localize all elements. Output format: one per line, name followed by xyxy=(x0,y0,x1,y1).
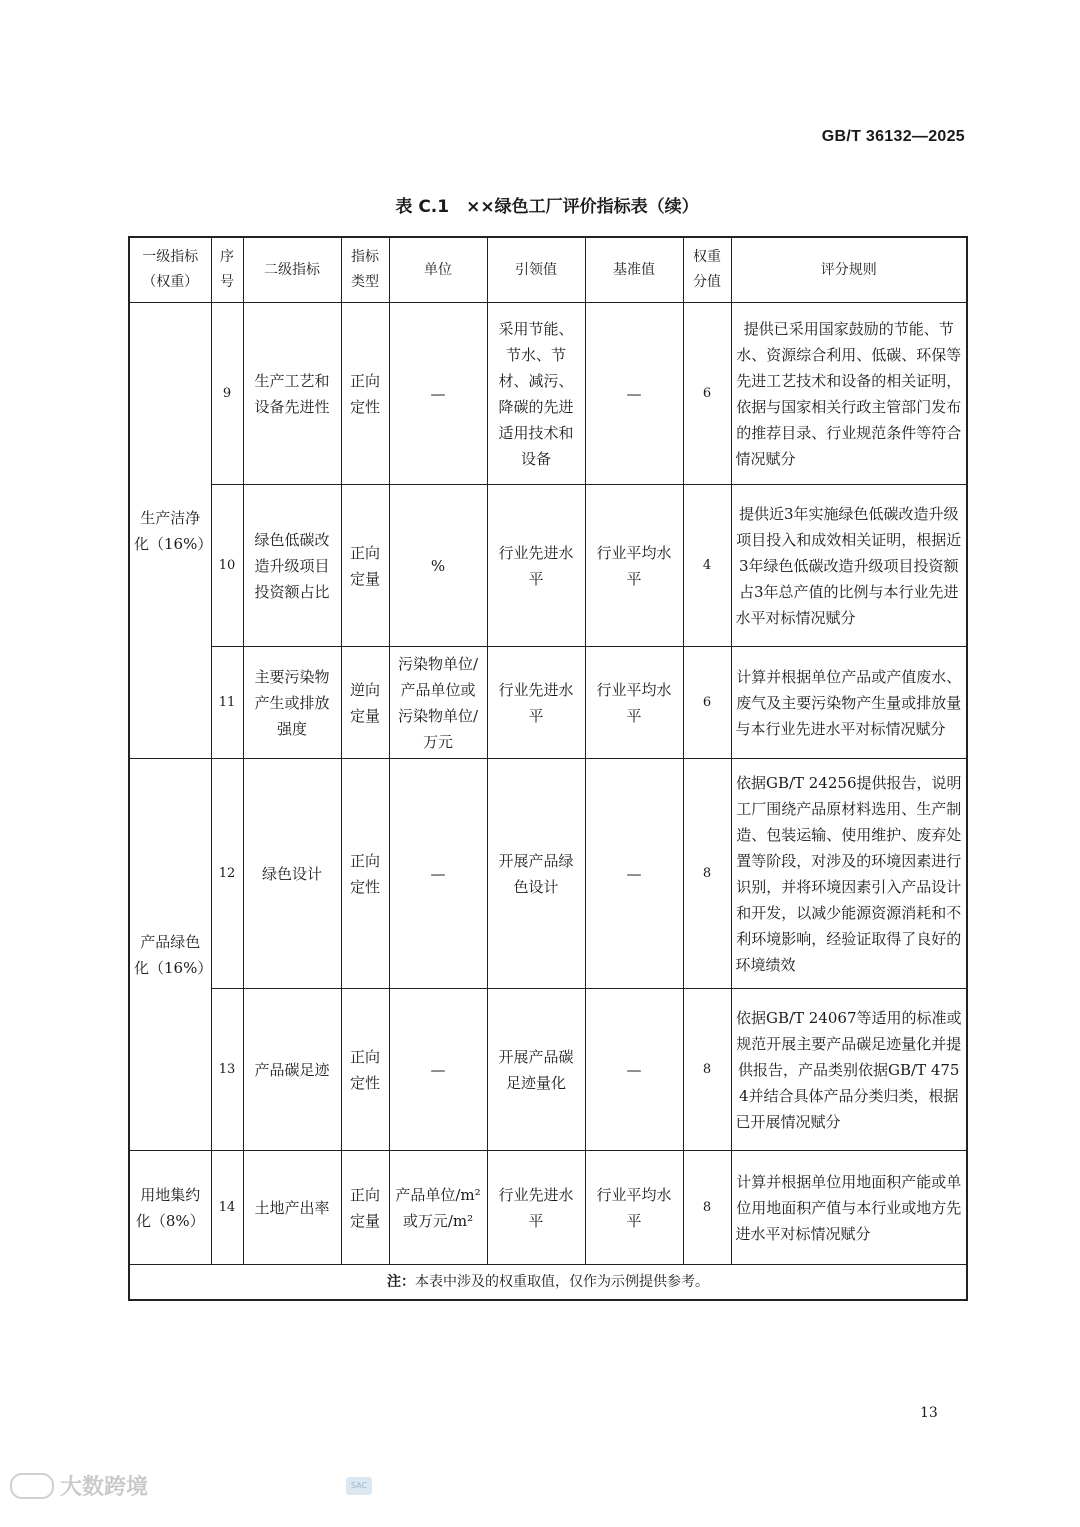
table-row xyxy=(129,647,967,759)
header-weight: 权重分值 xyxy=(683,237,731,303)
weight-cell: 8 xyxy=(683,989,731,1151)
table-note-row xyxy=(129,1265,967,1301)
note-label: 注： xyxy=(387,1274,415,1290)
unit-cell: % xyxy=(389,485,487,647)
page-number: 13 xyxy=(920,1405,938,1421)
level2-cell: 生产工艺和设备先进性 xyxy=(243,303,341,485)
watermark-logo-icon xyxy=(10,1473,54,1499)
leading-value-cell: 行业先进水平 xyxy=(487,485,585,647)
unit-cell: — xyxy=(389,759,487,989)
table-row xyxy=(129,1151,967,1265)
header-seq: 序号 xyxy=(211,237,243,303)
rules-cell: 计算并根据单位产品或产值废水、废气及主要污染物产生量或排放量与本行业先进水平对标情况赋分 xyxy=(731,647,967,759)
table-row xyxy=(129,485,967,647)
baseline-value-cell: — xyxy=(585,759,683,989)
level2-cell: 主要污染物产生或排放强度 xyxy=(243,647,341,759)
sac-logo-icon: SAC xyxy=(346,1477,372,1495)
baseline-value-cell: 行业平均水平 xyxy=(585,647,683,759)
weight-cell: 8 xyxy=(683,759,731,989)
table-row xyxy=(129,759,967,989)
seq-cell: 11 xyxy=(211,647,243,759)
table-row xyxy=(129,989,967,1151)
note-text: 本表中涉及的权重取值，仅作为示例提供参考。 xyxy=(415,1274,709,1290)
watermark xyxy=(10,1470,148,1501)
weight-cell: 4 xyxy=(683,485,731,647)
seq-cell: 14 xyxy=(211,1151,243,1265)
leading-value-cell: 开展产品绿色设计 xyxy=(487,759,585,989)
baseline-value-cell: 行业平均水平 xyxy=(585,1151,683,1265)
header-level2: 二级指标 xyxy=(243,237,341,303)
group-level1-cell: 用地集约化（8%） xyxy=(129,1151,211,1265)
level2-cell: 土地产出率 xyxy=(243,1151,341,1265)
seq-cell: 12 xyxy=(211,759,243,989)
leading-value-cell: 行业先进水平 xyxy=(487,647,585,759)
seq-cell: 10 xyxy=(211,485,243,647)
header-level1: 一级指标（权重） xyxy=(129,237,211,303)
header-unit: 单位 xyxy=(389,237,487,303)
rules-cell: 依据GB/T 24256提供报告，说明工厂围绕产品原材料选用、生产制造、包装运输、使用维护、废弃处置等阶段，对涉及的环境因素进行识别，并将环境因素引入产品设计和开发，以减少能源资源消耗和不利环境影响，经验证取得了良好的环境绩效 xyxy=(731,759,967,989)
type-cell: 正向定性 xyxy=(341,759,389,989)
table-note xyxy=(129,1265,967,1301)
group-level1-cell: 产品绿色化（16%） xyxy=(129,759,211,1151)
group-level1-cell: 生产洁净化（16%） xyxy=(129,303,211,759)
unit-cell: 产品单位/m² 或万元/m² xyxy=(389,1151,487,1265)
rules-cell: 提供已采用国家鼓励的节能、节水、资源综合利用、低碳、环保等先进工艺技术和设备的相关证明，依据与国家相关行政主管部门发布的推荐目录、行业规范条件等符合情况赋分 xyxy=(731,303,967,485)
baseline-value-cell: — xyxy=(585,303,683,485)
rules-cell: 提供近3年实施绿色低碳改造升级项目投入和成效相关证明，根据近3年绿色低碳改造升级项目投资额占3年总产值的比例与本行业先进水平对标情况赋分 xyxy=(731,485,967,647)
type-cell: 正向定量 xyxy=(341,1151,389,1265)
header-baseline: 基准值 xyxy=(585,237,683,303)
header-rules: 评分规则 xyxy=(731,237,967,303)
watermark-text: 大数跨境 xyxy=(60,1475,149,1500)
baseline-value-cell: 行业平均水平 xyxy=(585,485,683,647)
type-cell: 正向定性 xyxy=(341,989,389,1151)
rules-cell: 计算并根据单位用地面积产能或单位用地面积产值与本行业或地方先进水平对标情况赋分 xyxy=(731,1151,967,1265)
leading-value-cell: 采用节能、节水、节材、减污、降碳的先进适用技术和设备 xyxy=(487,303,585,485)
unit-cell: — xyxy=(389,989,487,1151)
baseline-value-cell: — xyxy=(585,989,683,1151)
unit-cell: 污染物单位/产品单位或污染物单位/万元 xyxy=(389,647,487,759)
seq-cell: 9 xyxy=(211,303,243,485)
level2-cell: 绿色设计 xyxy=(243,759,341,989)
standard-code: GB/T 36132—2025 xyxy=(821,128,965,145)
seq-cell: 13 xyxy=(211,989,243,1151)
rules-cell: 依据GB/T 24067等适用的标准或规范开展主要产品碳足迹量化并提供报告，产品类别依据GB/T 4754并结合具体产品分类归类，根据已开展情况赋分 xyxy=(731,989,967,1151)
level2-cell: 产品碳足迹 xyxy=(243,989,341,1151)
table-caption: 表 C.1 ××绿色工厂评价指标表（续） xyxy=(395,197,699,217)
table-header-row xyxy=(129,237,967,303)
leading-value-cell: 开展产品碳足迹量化 xyxy=(487,989,585,1151)
unit-cell: — xyxy=(389,303,487,485)
weight-cell: 6 xyxy=(683,647,731,759)
type-cell: 逆向定量 xyxy=(341,647,389,759)
header-type: 指标类型 xyxy=(341,237,389,303)
type-cell: 正向定量 xyxy=(341,485,389,647)
table-row xyxy=(129,303,967,485)
level2-cell: 绿色低碳改造升级项目投资额占比 xyxy=(243,485,341,647)
leading-value-cell: 行业先进水平 xyxy=(487,1151,585,1265)
header-leading: 引领值 xyxy=(487,237,585,303)
evaluation-index-table xyxy=(128,236,968,1301)
weight-cell: 8 xyxy=(683,1151,731,1265)
weight-cell: 6 xyxy=(683,303,731,485)
type-cell: 正向定性 xyxy=(341,303,389,485)
